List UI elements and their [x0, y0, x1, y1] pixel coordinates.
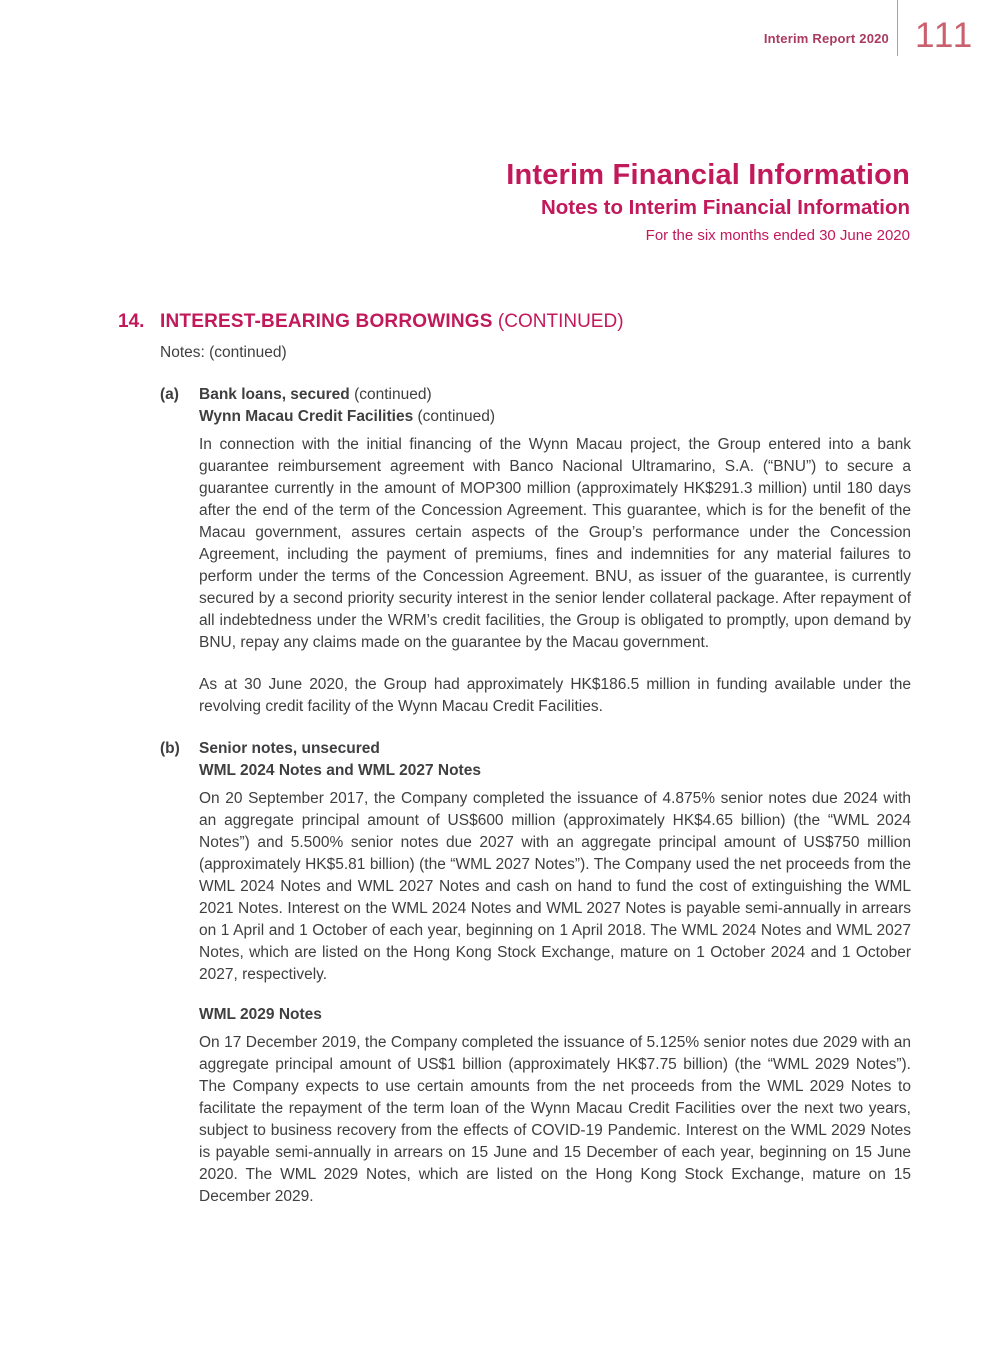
item-a-heading [199, 384, 911, 406]
reporting-period: For the six months ended 30 June 2020 [645, 227, 910, 244]
item-a-heading-continued: (continued) [349, 386, 432, 403]
item-a-subheading-continued: (continued) [413, 408, 496, 425]
notes-continued-line: Notes: (continued) [160, 344, 287, 361]
page-subtitle: Notes to Interim Financial Information [540, 196, 910, 219]
section-title: INTEREST-BEARING BORROWINGS [160, 311, 493, 332]
note-item-a [160, 384, 911, 718]
item-b-subheading-2024-2027 [199, 760, 911, 782]
section-continued-label: (CONTINUED) [492, 311, 624, 332]
item-a-paragraph-2: As at 30 June 2020, the Group had approximately HK$186.5 million in funding available under the revolving credit facility of the Wynn Macau Credit Facilities. [199, 676, 911, 715]
item-b-paragraph-2: On 17 December 2019, the Company completed the issuance of 5.125% senior notes due 2029 with an aggregate principal amount of US$1 billion (approximately HK$7.75 billion) (the “WML 2029 Notes”). The Company expects to use certain amounts from the net proceeds from the WML 2029 Notes to facilitate the repayment of the term loan of the Wynn Macau Credit Facilities over the next two years, subject to business recovery from the effects of COVID-19 Pandemic. Interest on the WML 2029 Notes is payable semi-annually in arrears on 15 June and 15 December of each year, beginning on 15 June 2020. The WML 2029 Notes, which are listed on the Hong Kong Stock Exchange, mature on 15 December 2029. [199, 1034, 911, 1205]
item-b-subheading-2029-bold: WML 2029 Notes [199, 1006, 322, 1023]
page-title: Interim Financial Information [506, 159, 910, 191]
page-number: 111 [915, 16, 975, 55]
item-b-subheading-2029 [199, 1004, 911, 1026]
item-a-paragraph-1: In connection with the initial financing of the Wynn Macau project, the Group entered into a bank guarantee reimbursement agreement with Banco Nacional Ultramarino, S.A. (“BNU”) to secure a guarantee currently in the amount of MOP300 million (approximately HK$291.3 million) until 180 days after the end of the term of the Concession Agreement. This guarantee, which is for the benefit of the Macau government, assures certain aspects of the Group’s performance under the Concession Agreement, including the payment of premiums, fines and indemnities for any material failures to perform under the terms of the Concession Agreement. BNU, as issuer of the guarantee, is currently secured by a second priority security interest in the senior lender collateral package. After repayment of all indebtedness under the WRM’s credit facilities, the Group is obligated to promptly, upon demand by BNU, repay any claims made on the guarantee by the Macau government. [199, 436, 911, 651]
item-b-heading-bold: Senior notes, unsecured [199, 740, 380, 757]
running-header-report-title: Interim Report 2020 [763, 31, 889, 46]
section-number: 14. [118, 311, 145, 332]
note-item-b [160, 738, 911, 1208]
item-a-subheading [199, 406, 911, 428]
document-body [118, 310, 911, 1208]
item-b-heading [199, 738, 911, 760]
item-b-subheading-2024-2027-bold: WML 2024 Notes and WML 2027 Notes [199, 762, 481, 779]
section-heading [118, 310, 911, 334]
item-a-content [199, 384, 911, 718]
item-marker-a: (a) [160, 386, 179, 403]
item-b-content [199, 738, 911, 1208]
item-marker-b: (b) [160, 740, 180, 757]
item-a-heading-bold: Bank loans, secured [199, 386, 350, 403]
notes-items [160, 384, 911, 1208]
item-b-paragraph-1: On 20 September 2017, the Company completed the issuance of 4.875% senior notes due 2024 with an aggregate principal amount of US$600 million (approximately HK$4.65 billion) (the “WML 2024 Notes”) and 5.500% senior notes due 2027 with an aggregate principal amount of US$750 million (approximately HK$5.81 billion) (the “WML 2027 Notes”). The Company used the net proceeds from the WML 2024 Notes and WML 2027 Notes and cash on hand to fund the cost of extinguishing the WML 2021 Notes. Interest on the WML 2024 Notes and WML 2027 Notes is payable semi-annually in arrears on 1 April and 1 October of each year, beginning on 1 April 2018. The WML 2024 Notes and WML 2027 Notes, which are listed on the Hong Kong Stock Exchange, mature on 1 October 2024 and 1 October 2027, respectively. [199, 790, 911, 983]
title-block [506, 158, 910, 246]
item-a-subheading-bold: Wynn Macau Credit Facilities [199, 408, 414, 425]
header-divider-line [897, 0, 898, 56]
